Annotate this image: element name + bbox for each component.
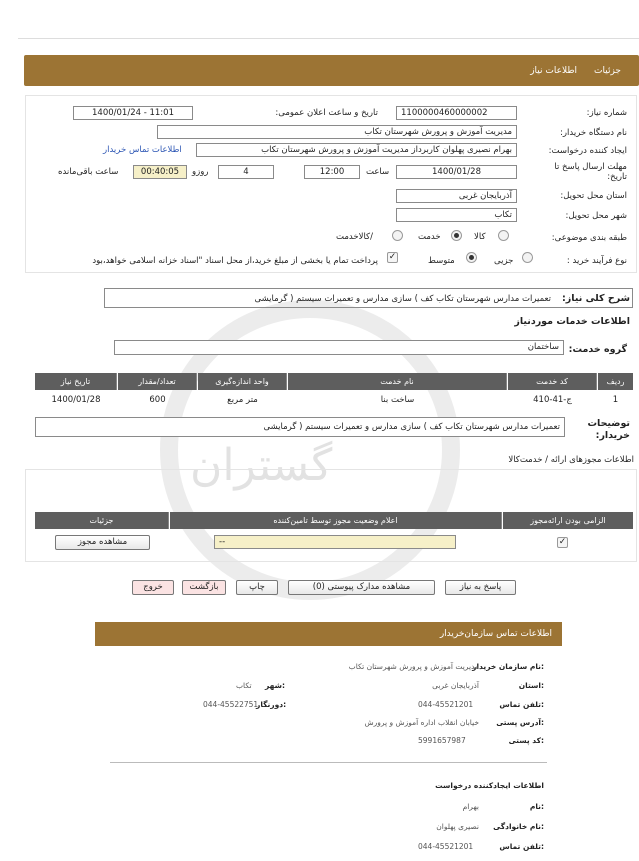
exit-button[interactable]: خروج [132, 580, 174, 595]
day-label: روزو [192, 167, 209, 177]
col-service-code: کد خدمت [508, 373, 597, 390]
deadline-label: مهلت ارسال پاسخ تا تاریخ: [554, 162, 627, 182]
postal-label: کد پستی: [508, 736, 544, 745]
address-label: آدرس پستی: [496, 718, 544, 727]
fax-label: دورنگار: [256, 700, 287, 709]
deadline-date-field[interactable]: 1400/01/28 [396, 165, 517, 179]
cell-unit: متر مربع [227, 395, 258, 405]
need-number-field[interactable]: 1100000460000002 [396, 106, 517, 120]
back-button[interactable]: بازگشت [182, 580, 226, 595]
need-number-label: شماره نیاز: [586, 108, 627, 118]
category-goods-radio[interactable] [498, 230, 509, 241]
creator-phone-value: 044-45521201 [418, 842, 474, 851]
col-qty: تعداد/مقدار [118, 373, 197, 390]
creator-phone-label: تلفن تماس: [499, 842, 544, 851]
province-field[interactable]: آذربایجان غربی [396, 189, 517, 203]
cell-code: ج-41-410 [533, 395, 572, 405]
col-service-name: نام خدمت [288, 373, 507, 390]
summary-text: تعمیرات مدارس شهرستان تکاب کف ) سازی مدارس و تعمیرات سیستم ( گرمایشی [254, 294, 551, 304]
first-name-label: نام: [529, 802, 544, 811]
need-form [25, 95, 637, 273]
service-group-label: گروه خدمت: [568, 344, 627, 355]
contact-card-header: اطلاعات تماس سازمان‌خریدار [95, 622, 562, 646]
print-button[interactable]: چاپ [236, 580, 278, 595]
buyer-desc-field[interactable]: تعمیرات مدارس شهرستان تکاب کف ) سازی مدارس و تعمیرات سیستم ( گرمایشی [35, 417, 565, 437]
services-title: اطلاعات خدمات موردنیاز [514, 316, 630, 327]
watermark-text: گستران [190, 440, 333, 491]
payment-treasury-checkbox[interactable]: ✓ [388, 252, 397, 262]
creator-field[interactable]: بهرام نصیری پهلوان کاربرداز مدیریت آموزش و پرورش شهرستان تکاب [196, 143, 517, 157]
buyer-org-field[interactable]: مدیریت آموزش و پرورش شهرستان تکاب [157, 125, 517, 139]
remaining-label: ساعت باقی‌مانده [58, 167, 119, 177]
phone-value: 044-45521201 [418, 700, 474, 709]
process-label: نوع فرآیند خرید : [566, 256, 627, 266]
buyer-org-label: نام دستگاه خریدار: [560, 128, 627, 138]
cell-date: 1400/01/28 [51, 395, 101, 405]
first-name-value: بهرام [462, 802, 479, 811]
process-partial-radio[interactable] [522, 252, 533, 263]
permits-title: اطلاعات مجوزهای ارائه / خدمت‌کالا [508, 455, 634, 465]
col-permit-status: اعلام وضعیت مجوز توسط تامین‌کننده [170, 512, 502, 529]
attachments-button[interactable]: مشاهده مدارک پیوستی (0) [288, 580, 435, 595]
phone-label: تلفن تماس: [499, 700, 544, 709]
tab-details[interactable]: جزئیات [594, 66, 621, 76]
category-service-radio[interactable] [451, 230, 462, 241]
permit-required-checkbox[interactable]: ✓ [558, 537, 567, 547]
col-row: ردیف [598, 373, 633, 390]
services-table [35, 373, 633, 411]
reply-button[interactable]: پاسخ به نیاز [445, 580, 516, 595]
city-label: شهر محل تحویل: [565, 211, 627, 221]
time-label: ساعت [366, 167, 390, 177]
payment-note: پرداخت تمام یا بخشی از مبلغ خرید،از محل اسناد "اسناد خزانه اسلامی خواهد،بود [92, 256, 378, 266]
province-contact-value: آذربایجان غربی [432, 681, 479, 690]
announce-label: تاریخ و ساعت اعلان عمومی: [275, 108, 378, 118]
category-label: طبقه بندی موضوعی: [551, 233, 627, 243]
cell-row: 1 [612, 395, 619, 405]
org-name-value: مدیریت آموزش و پرورش شهرستان تکاب [348, 662, 479, 671]
creator-info-title: اطلاعات ایجادکننده درخواست [435, 781, 544, 790]
col-unit: واحد اندازه‌گیری [198, 373, 287, 390]
contact-divider [110, 762, 547, 763]
view-permit-button[interactable]: مشاهده مجوز [55, 535, 150, 550]
province-contact-label: استان: [518, 681, 544, 690]
city-field[interactable]: تکاب [396, 208, 517, 222]
process-medium-label: متوسط [428, 256, 455, 266]
last-name-label: نام خانوادگی: [493, 822, 544, 831]
city-contact-value: تکاب [236, 681, 252, 690]
cell-name: ساخت بنا [380, 395, 415, 405]
creator-label: ایجاد کننده درخواست: [548, 146, 627, 156]
buyer-contact-link[interactable]: اطلاعات تماس خریدار [103, 145, 182, 155]
col-date: تاریخ نیاز [35, 373, 117, 390]
col-permit-details: جزئیات [35, 512, 169, 529]
cell-qty: 600 [149, 395, 166, 405]
deadline-time-field[interactable]: 12:00 [304, 165, 360, 179]
service-group-field[interactable]: ساختمان [114, 340, 564, 355]
col-permit-required: الزامی بودن ارائه‌مجوز [503, 512, 633, 529]
announce-field[interactable]: 1400/01/24 - 11:01 [73, 106, 193, 120]
remaining-time-field: 00:40:05 [133, 165, 187, 179]
address-value: خیابان انقلاب اداره آموزش و پرورش [364, 718, 479, 727]
permit-status-field[interactable]: -- [214, 535, 456, 549]
buyer-desc-label: توضیحات خریدار: [587, 418, 630, 441]
category-goods-label: کالا [474, 232, 486, 242]
summary-label: شرح کلی نیاز: [561, 293, 630, 304]
top-divider [18, 38, 639, 39]
page-header [24, 55, 639, 86]
process-medium-radio[interactable] [466, 252, 477, 263]
city-contact-label: شهر: [265, 681, 285, 690]
days-field[interactable]: 4 [218, 165, 274, 179]
category-goods-service-radio[interactable] [392, 230, 403, 241]
category-service-label: خدمت [418, 232, 441, 242]
process-partial-label: جزیی [494, 256, 514, 266]
org-name-label: نام سازمان خریدار: [472, 662, 544, 671]
province-label: استان محل تحویل: [560, 191, 627, 201]
category-goods-service-label: /کالاخدمت [336, 232, 373, 242]
table-row [35, 391, 633, 411]
fax-value: 044-45522751 [203, 700, 259, 709]
tab-need-info[interactable]: اطلاعات نیاز [530, 66, 577, 76]
postal-value: 5991657987 [418, 736, 466, 745]
last-name-value: نصیری پهلوان [436, 822, 479, 831]
